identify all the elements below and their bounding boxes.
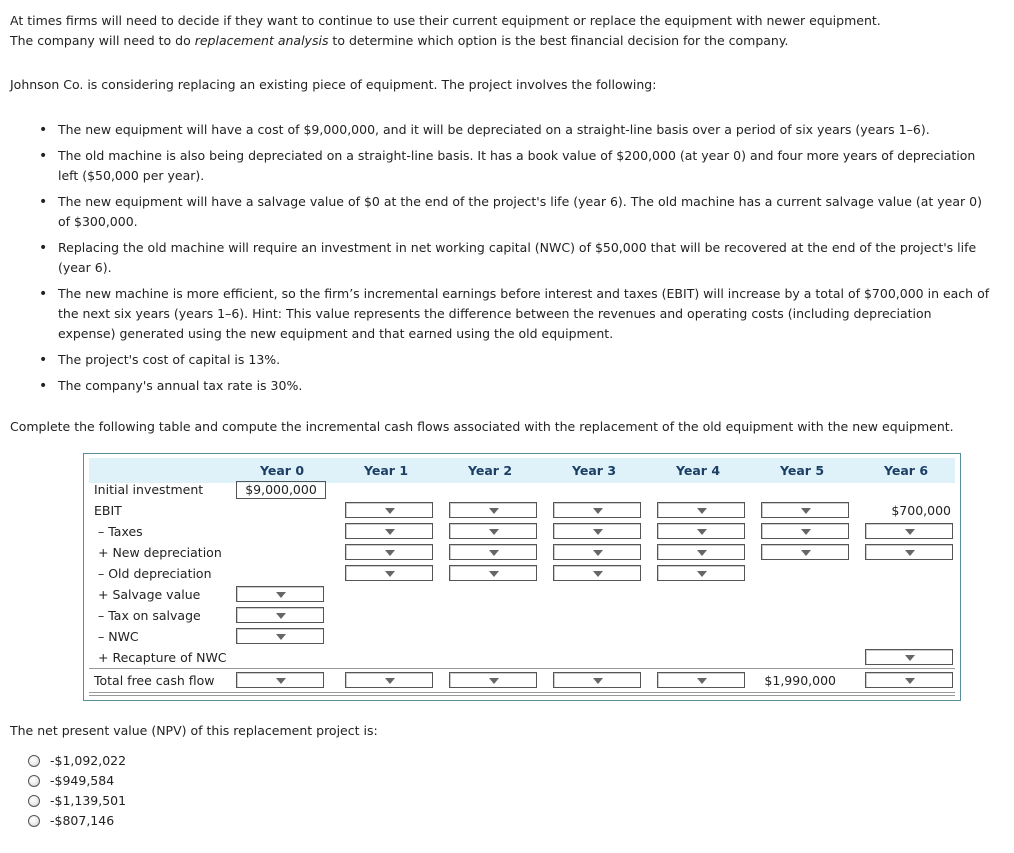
npv-question: The net present value (NPV) of this replacement project is: [10, 723, 378, 738]
row-label-tax-on-salvage: – Tax on salvage [98, 608, 201, 623]
bullet-item: • The project's cost of capital is 13%. [37, 350, 992, 370]
col-year-5: Year 5 [779, 463, 825, 478]
year3-new-depreciation-dropdown[interactable] [553, 544, 641, 560]
year2-total-fcf-dropdown[interactable] [449, 672, 537, 688]
year2-taxes-dropdown[interactable] [449, 523, 537, 539]
year1-old-depreciation-dropdown[interactable] [345, 565, 433, 581]
npv-option-2-radio[interactable] [28, 775, 40, 787]
bullet-item: • The old machine is also being depreciated on a straight-line basis. It has a book value of $200,000 (at year 0) and four more years of depreciation left ($50,000 per year). [37, 146, 992, 186]
bullet-item: • Replacing the old machine will require an investment in net working capital (NWC) of $50,000 that will be recovered at the end of the project's life (year 6). [37, 238, 992, 278]
chevron-down-icon [593, 529, 603, 535]
row-label-recapture-nwc: + Recapture of NWC [98, 650, 227, 665]
year4-total-fcf-dropdown[interactable] [657, 672, 745, 688]
year0-initial-investment-value: $9,000,000 [236, 481, 326, 499]
col-year-6: Year 6 [883, 463, 929, 478]
year4-new-depreciation-dropdown[interactable] [657, 544, 745, 560]
col-year-0: Year 0 [259, 463, 305, 478]
year5-taxes-dropdown[interactable] [761, 523, 849, 539]
chevron-down-icon [385, 529, 395, 535]
year5-ebit-dropdown[interactable] [761, 502, 849, 518]
col-year-3: Year 3 [571, 463, 617, 478]
chevron-down-icon [489, 571, 499, 577]
chevron-down-icon [697, 550, 707, 556]
assumption-list [37, 120, 992, 402]
row-label-total-fcf: Total free cash flow [94, 673, 215, 688]
chevron-down-icon [697, 571, 707, 577]
chevron-down-icon [593, 550, 603, 556]
npv-option-4-radio[interactable] [28, 815, 40, 827]
instruction-text: Complete the following table and compute the incremental cash flows associated with the replacement of the old equipment with the new equipment. [10, 419, 954, 434]
chevron-down-icon [276, 634, 286, 640]
chevron-down-icon [905, 678, 915, 684]
year1-ebit-dropdown[interactable] [345, 502, 433, 518]
npv-option-2-label[interactable]: -$949,584 [50, 773, 115, 788]
year6-total-fcf-dropdown[interactable] [865, 672, 953, 688]
row-label-salvage-value: + Salvage value [98, 587, 201, 602]
row-label-nwc: – NWC [98, 629, 139, 644]
year4-old-depreciation-dropdown[interactable] [657, 565, 745, 581]
year3-old-depreciation-dropdown[interactable] [553, 565, 641, 581]
npv-option-4-label[interactable]: -$807,146 [50, 813, 115, 828]
intro-line-2-pre: The company will need to do [10, 33, 195, 48]
chevron-down-icon [905, 550, 915, 556]
year1-new-depreciation-dropdown[interactable] [345, 544, 433, 560]
bullet-item: • The new equipment will have a cost of $9,000,000, and it will be depreciated on a straight-line basis over a period of six years (years 1–6). [37, 120, 992, 140]
chevron-down-icon [593, 508, 603, 514]
chevron-down-icon [593, 571, 603, 577]
year6-new-depreciation-dropdown[interactable] [865, 544, 953, 560]
year2-old-depreciation-dropdown[interactable] [449, 565, 537, 581]
col-year-4: Year 4 [675, 463, 721, 478]
table-bottom-divider [89, 692, 955, 693]
chevron-down-icon [697, 508, 707, 514]
chevron-down-icon [276, 613, 286, 619]
year6-taxes-dropdown[interactable] [865, 523, 953, 539]
chevron-down-icon [905, 529, 915, 535]
year2-new-depreciation-dropdown[interactable] [449, 544, 537, 560]
intro-line-2-em: replacement analysis [194, 33, 329, 48]
cash-flow-table [83, 453, 961, 701]
col-year-2: Year 2 [467, 463, 513, 478]
chevron-down-icon [276, 678, 286, 684]
chevron-down-icon [801, 508, 811, 514]
chevron-down-icon [276, 592, 286, 598]
intro-line-1: At times firms will need to decide if they want to continue to use their current equipment or replace the equipment with newer equipment. [10, 13, 881, 28]
npv-option-3-label[interactable]: -$1,139,501 [50, 793, 127, 808]
year5-new-depreciation-dropdown[interactable] [761, 544, 849, 560]
chevron-down-icon [697, 678, 707, 684]
chevron-down-icon [489, 550, 499, 556]
chevron-down-icon [905, 655, 915, 661]
year0-tax-on-salvage-dropdown[interactable] [236, 607, 324, 623]
npv-option-3-radio[interactable] [28, 795, 40, 807]
npv-option-1-radio[interactable] [28, 755, 40, 767]
table-bottom-double-line [89, 695, 955, 696]
chevron-down-icon [489, 678, 499, 684]
chevron-down-icon [489, 529, 499, 535]
year6-recapture-nwc-dropdown[interactable] [865, 649, 953, 665]
bullet-item: • The new equipment will have a salvage value of $0 at the end of the project's life (year 6). The old machine has a current salvage value (at year 0) of $300,000. [37, 192, 992, 232]
row-label-old-depreciation: – Old depreciation [98, 566, 212, 581]
bullet-item: • The company's annual tax rate is 30%. [37, 376, 992, 396]
row-label-initial-investment: Initial investment [94, 482, 204, 497]
chevron-down-icon [593, 678, 603, 684]
year5-total-fcf-value: $1,990,000 [764, 673, 836, 688]
row-label-ebit: EBIT [94, 503, 122, 518]
year0-salvage-value-dropdown[interactable] [236, 586, 324, 602]
chevron-down-icon [385, 678, 395, 684]
chevron-down-icon [385, 571, 395, 577]
intro-line-2 [10, 31, 788, 51]
chevron-down-icon [801, 550, 811, 556]
year6-ebit-value: $700,000 [891, 503, 951, 518]
bullet-item: • The new machine is more efficient, so the firm’s incremental earnings before interest and taxes (EBIT) will increase by a total of $700,000 in each of the next six years (years 1–6). Hint: This value represents the difference between the revenues and operating costs (including depreciation expense) generated using the new equipment and that earned using the old equipment. [37, 284, 992, 344]
chevron-down-icon [489, 508, 499, 514]
intro-line-2-post: to determine which option is the best financial decision for the company. [328, 33, 789, 48]
year3-total-fcf-dropdown[interactable] [553, 672, 641, 688]
year4-ebit-dropdown[interactable] [657, 502, 745, 518]
year0-nwc-dropdown[interactable] [236, 628, 324, 644]
npv-option-1-label[interactable]: -$1,092,022 [50, 753, 127, 768]
setup-text: Johnson Co. is considering replacing an existing piece of equipment. The project involves the following: [10, 77, 657, 92]
year4-taxes-dropdown[interactable] [657, 523, 745, 539]
year3-taxes-dropdown[interactable] [553, 523, 641, 539]
year1-total-fcf-dropdown[interactable] [345, 672, 433, 688]
year3-ebit-dropdown[interactable] [553, 502, 641, 518]
year1-taxes-dropdown[interactable] [345, 523, 433, 539]
total-row-divider [89, 668, 955, 669]
chevron-down-icon [697, 529, 707, 535]
col-year-1: Year 1 [363, 463, 409, 478]
chevron-down-icon [801, 529, 811, 535]
chevron-down-icon [385, 550, 395, 556]
row-label-new-depreciation: + New depreciation [98, 545, 222, 560]
row-label-taxes: – Taxes [98, 524, 143, 539]
year0-total-fcf-dropdown[interactable] [236, 672, 324, 688]
year2-ebit-dropdown[interactable] [449, 502, 537, 518]
chevron-down-icon [385, 508, 395, 514]
